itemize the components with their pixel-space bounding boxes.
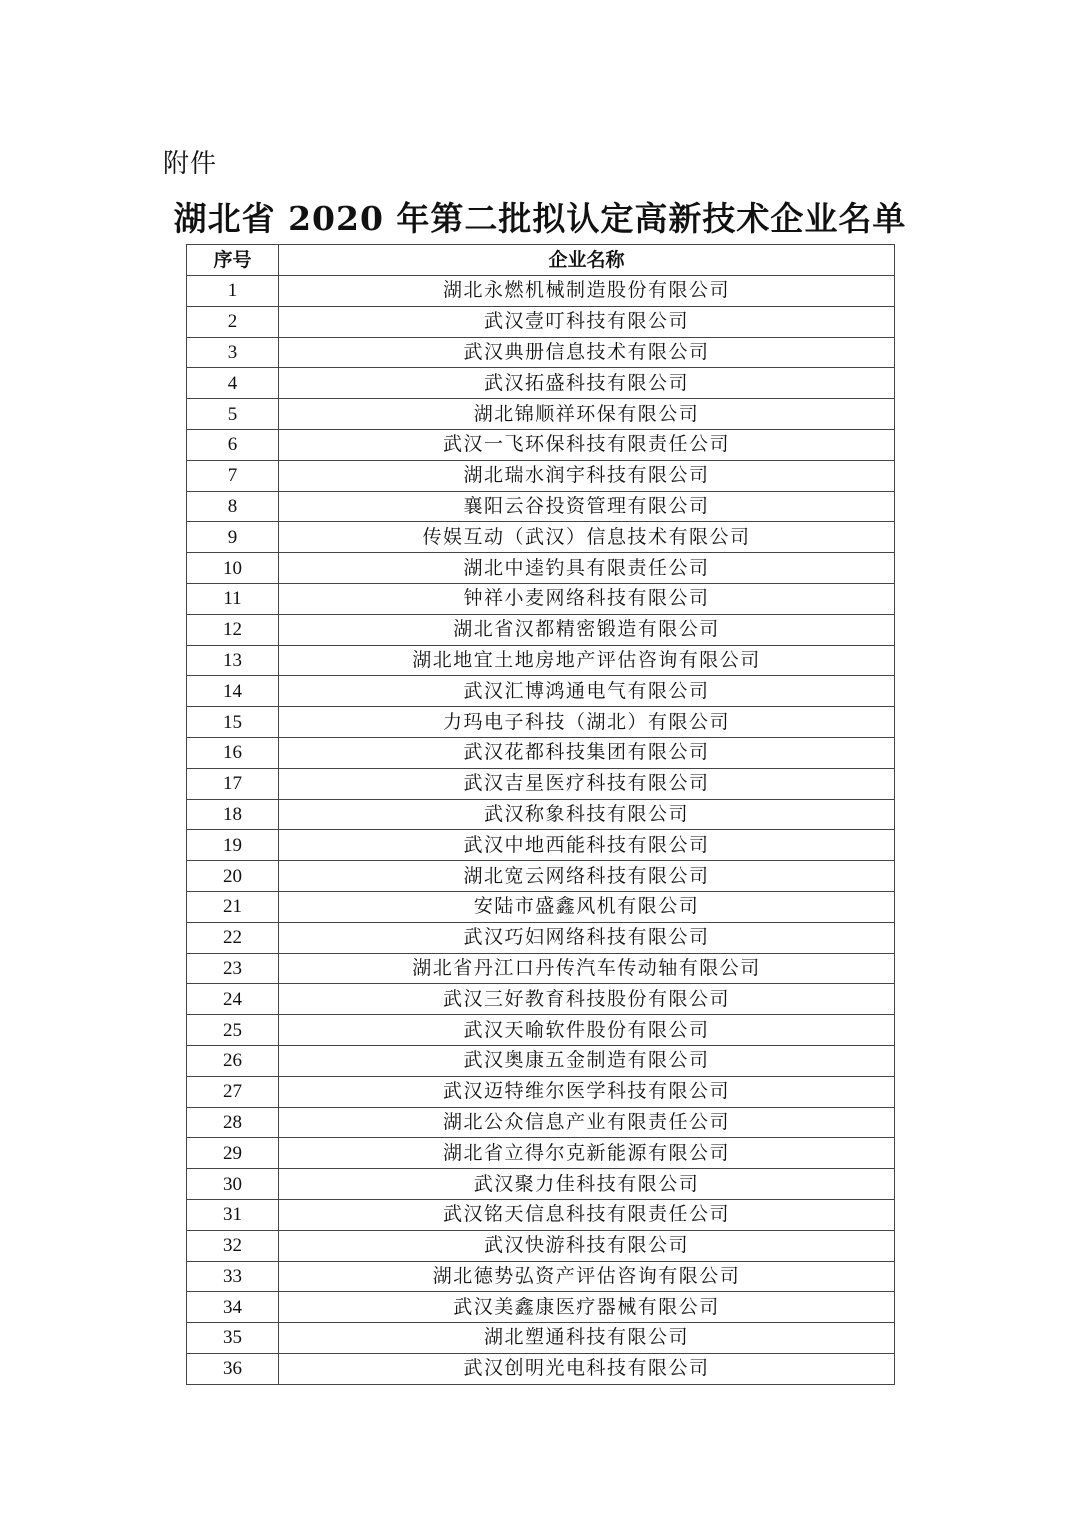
table-row	[187, 1353, 895, 1384]
row-company-name: 武汉创明光电科技有限公司	[279, 1353, 895, 1384]
table-row	[187, 429, 895, 460]
row-seq-number: 15	[187, 707, 279, 738]
row-seq-number: 36	[187, 1353, 279, 1384]
attachment-label: 附件	[163, 149, 218, 179]
table-row	[187, 1261, 895, 1292]
table-row	[187, 583, 895, 614]
table-row	[187, 645, 895, 676]
table-row	[187, 1015, 895, 1046]
row-company-name: 湖北省汉都精密锻造有限公司	[279, 614, 895, 645]
table-row	[187, 799, 895, 830]
table-header	[187, 245, 895, 276]
row-seq-number: 17	[187, 768, 279, 799]
row-company-name: 武汉天喻软件股份有限公司	[279, 1015, 895, 1046]
table-row	[187, 676, 895, 707]
company-list-table	[186, 244, 895, 1385]
row-seq-number: 5	[187, 399, 279, 430]
table-row	[187, 460, 895, 491]
table-row	[187, 1076, 895, 1107]
row-company-name: 武汉花都科技集团有限公司	[279, 737, 895, 768]
row-company-name: 传娱互动（武汉）信息技术有限公司	[279, 522, 895, 553]
table-row	[187, 1199, 895, 1230]
table-row	[187, 707, 895, 738]
row-company-name: 武汉称象科技有限公司	[279, 799, 895, 830]
row-seq-number: 31	[187, 1199, 279, 1230]
row-company-name: 湖北瑞水润宇科技有限公司	[279, 460, 895, 491]
row-seq-number: 22	[187, 922, 279, 953]
table-row	[187, 922, 895, 953]
row-seq-number: 3	[187, 337, 279, 368]
row-seq-number: 30	[187, 1169, 279, 1200]
row-seq-number: 10	[187, 553, 279, 584]
table-row	[187, 1138, 895, 1169]
table-row	[187, 337, 895, 368]
table-row	[187, 368, 895, 399]
row-company-name: 武汉典册信息技术有限公司	[279, 337, 895, 368]
row-company-name: 力玛电子科技（湖北）有限公司	[279, 707, 895, 738]
row-company-name: 武汉三好教育科技股份有限公司	[279, 984, 895, 1015]
table-row	[187, 953, 895, 984]
row-seq-number: 33	[187, 1261, 279, 1292]
table-row	[187, 737, 895, 768]
row-seq-number: 18	[187, 799, 279, 830]
row-seq-number: 13	[187, 645, 279, 676]
column-header-company-name: 企业名称	[279, 245, 895, 276]
table-row	[187, 861, 895, 892]
row-seq-number: 28	[187, 1107, 279, 1138]
row-company-name: 武汉快游科技有限公司	[279, 1230, 895, 1261]
row-seq-number: 27	[187, 1076, 279, 1107]
row-company-name: 武汉迈特维尔医学科技有限公司	[279, 1076, 895, 1107]
table-body	[187, 276, 895, 1385]
table-row	[187, 1323, 895, 1354]
row-company-name: 湖北塑通科技有限公司	[279, 1323, 895, 1354]
row-seq-number: 20	[187, 861, 279, 892]
row-company-name: 武汉吉星医疗科技有限公司	[279, 768, 895, 799]
row-company-name: 湖北地宜土地房地产评估咨询有限公司	[279, 645, 895, 676]
row-company-name: 湖北省立得尔克新能源有限公司	[279, 1138, 895, 1169]
row-company-name: 武汉美鑫康医疗器械有限公司	[279, 1292, 895, 1323]
row-company-name: 湖北锦顺祥环保有限公司	[279, 399, 895, 430]
row-seq-number: 11	[187, 583, 279, 614]
table-row	[187, 1107, 895, 1138]
row-seq-number: 6	[187, 429, 279, 460]
row-company-name: 武汉铭天信息科技有限责任公司	[279, 1199, 895, 1230]
row-seq-number: 32	[187, 1230, 279, 1261]
table-row	[187, 1045, 895, 1076]
row-company-name: 武汉拓盛科技有限公司	[279, 368, 895, 399]
row-seq-number: 24	[187, 984, 279, 1015]
table-row	[187, 399, 895, 430]
column-header-seq: 序号	[187, 245, 279, 276]
row-company-name: 武汉一飞环保科技有限责任公司	[279, 429, 895, 460]
row-company-name: 湖北永燃机械制造股份有限公司	[279, 276, 895, 307]
row-seq-number: 29	[187, 1138, 279, 1169]
row-company-name: 襄阳云谷投资管理有限公司	[279, 491, 895, 522]
row-seq-number: 19	[187, 830, 279, 861]
row-company-name: 武汉汇博鸿通电气有限公司	[279, 676, 895, 707]
table-row	[187, 276, 895, 307]
row-seq-number: 4	[187, 368, 279, 399]
table-row	[187, 553, 895, 584]
row-company-name: 武汉壹叮科技有限公司	[279, 306, 895, 337]
table-row	[187, 491, 895, 522]
table-row	[187, 522, 895, 553]
row-seq-number: 7	[187, 460, 279, 491]
row-company-name: 湖北中逵钓具有限责任公司	[279, 553, 895, 584]
row-seq-number: 35	[187, 1323, 279, 1354]
table-row	[187, 984, 895, 1015]
page-title: 湖北省 2020 年第二批拟认定高新技术企业名单	[173, 199, 907, 238]
row-seq-number: 26	[187, 1045, 279, 1076]
row-seq-number: 9	[187, 522, 279, 553]
table-row	[187, 830, 895, 861]
table-row	[187, 614, 895, 645]
row-company-name: 武汉奥康五金制造有限公司	[279, 1045, 895, 1076]
row-company-name: 武汉聚力佳科技有限公司	[279, 1169, 895, 1200]
table-row	[187, 768, 895, 799]
row-seq-number: 23	[187, 953, 279, 984]
row-seq-number: 8	[187, 491, 279, 522]
row-seq-number: 1	[187, 276, 279, 307]
table-row	[187, 891, 895, 922]
row-company-name: 湖北德势弘资产评估咨询有限公司	[279, 1261, 895, 1292]
table-row	[187, 306, 895, 337]
row-seq-number: 25	[187, 1015, 279, 1046]
row-seq-number: 14	[187, 676, 279, 707]
row-seq-number: 16	[187, 737, 279, 768]
row-seq-number: 2	[187, 306, 279, 337]
table-row	[187, 1292, 895, 1323]
row-company-name: 湖北省丹江口丹传汽车传动轴有限公司	[279, 953, 895, 984]
row-seq-number: 34	[187, 1292, 279, 1323]
row-seq-number: 12	[187, 614, 279, 645]
row-seq-number: 21	[187, 891, 279, 922]
row-company-name: 湖北宽云网络科技有限公司	[279, 861, 895, 892]
table-header-row	[187, 245, 895, 276]
row-company-name: 湖北公众信息产业有限责任公司	[279, 1107, 895, 1138]
row-company-name: 安陆市盛鑫风机有限公司	[279, 891, 895, 922]
row-company-name: 武汉中地西能科技有限公司	[279, 830, 895, 861]
row-company-name: 钟祥小麦网络科技有限公司	[279, 583, 895, 614]
table-row	[187, 1230, 895, 1261]
table-row	[187, 1169, 895, 1200]
row-company-name: 武汉巧妇网络科技有限公司	[279, 922, 895, 953]
